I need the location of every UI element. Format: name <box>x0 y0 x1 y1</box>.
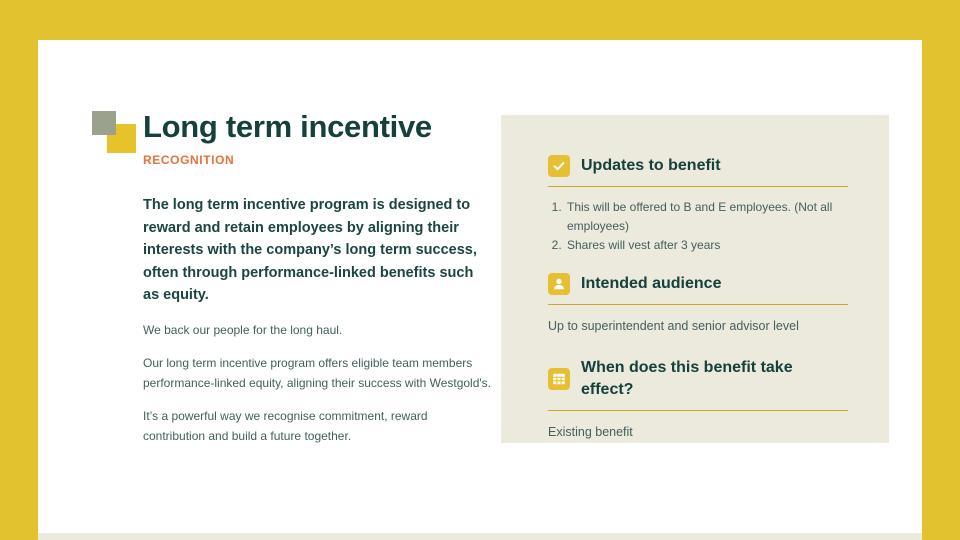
body-paragraph: We back our people for the long haul. <box>143 322 343 337</box>
bottom-strip <box>38 533 922 540</box>
category-label: RECOGNITION <box>143 153 235 167</box>
gold-divider <box>548 304 848 305</box>
section-title: Intended audience <box>581 275 722 292</box>
benefit-details-panel <box>501 115 889 443</box>
person-icon <box>548 273 570 295</box>
lead-paragraph: The long term incentive program is designed to reward and retain employees by aligning their interests with the company’s long term success, often through performance-linked benefits such as equity. <box>143 197 477 303</box>
page-title: Long term incentive <box>143 109 432 144</box>
section-updates <box>548 155 848 255</box>
section-effect <box>548 357 848 441</box>
section-title: When does this benefit take effect? <box>581 359 793 398</box>
section-header <box>548 273 848 295</box>
gold-divider <box>548 410 848 411</box>
list-item: 1. This will be offered to B and E employees. (Not all employees) <box>565 198 848 236</box>
brand-logo <box>92 111 138 155</box>
left-column <box>143 108 513 446</box>
section-text: Up to superintendent and senior advisor level <box>548 319 799 333</box>
body-paragraph: It’s a powerful way we recognise commitment, reward contribution and build a future together. <box>143 408 428 443</box>
section-header <box>548 357 848 401</box>
section-text: Existing benefit <box>548 425 633 439</box>
section-header <box>548 155 848 177</box>
body-paragraph: Our long term incentive program offers eligible team members performance-linked equity, aligning their success with Westgold's. <box>143 355 492 390</box>
updates-list <box>548 198 848 255</box>
logo-gray-square <box>92 111 116 135</box>
calendar-icon <box>548 368 570 390</box>
section-audience <box>548 273 848 335</box>
list-item: 2. Shares will vest after 3 years <box>565 236 848 255</box>
gold-divider <box>548 186 848 187</box>
content-card <box>38 40 922 533</box>
section-title: Updates to benefit <box>581 157 721 174</box>
check-icon <box>548 155 570 177</box>
